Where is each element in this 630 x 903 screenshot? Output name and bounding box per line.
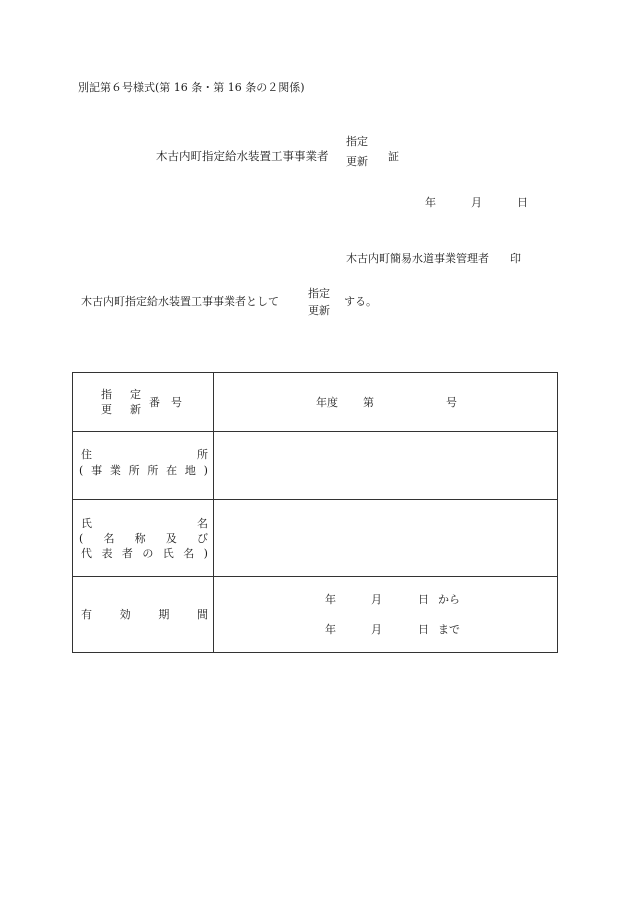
- statement-option-stack: [308, 288, 330, 316]
- row1-label-designation: 指 定: [101, 388, 141, 401]
- period-to-suffix: まで: [438, 623, 460, 636]
- period-to-month: 月: [371, 623, 382, 636]
- table-divider: [73, 499, 557, 500]
- date-month: 月: [471, 196, 482, 209]
- row3-label-name: 氏 名: [81, 517, 208, 530]
- title-suffix: 証: [388, 150, 399, 163]
- period-from-day: 日: [418, 593, 429, 606]
- certificate-table: [72, 372, 558, 653]
- form-label: 別記第６号様式(第 16 条・第 16 条の２関係): [78, 81, 305, 94]
- title-option-designation: 指定: [346, 135, 368, 148]
- table-divider-vertical: [213, 373, 214, 652]
- statement-text: 木古内町指定給水装置工事事業者として: [81, 295, 279, 308]
- statement-option-renewal: 更新: [308, 304, 330, 317]
- row4-label-validity-period: 有 効 期 間: [81, 608, 208, 621]
- row2-label-office-location: ( 事 業 所 所 在 地 ): [79, 464, 208, 477]
- certificate-title: 木古内町指定給水装置工事事業者: [156, 149, 329, 163]
- row1-value-go: 号: [446, 396, 457, 409]
- title-option-renewal: 更新: [346, 155, 368, 168]
- period-from-month: 月: [371, 593, 382, 606]
- row2-label-address: 住 所: [81, 448, 208, 461]
- date-day: 日: [517, 196, 528, 209]
- row1-value-fiscal-year: 年度: [316, 396, 338, 409]
- period-from-suffix: から: [438, 593, 460, 606]
- row1-label-number: 番 号: [149, 396, 182, 409]
- row3-label-company-and: ( 名 称 及 び: [79, 532, 208, 545]
- table-divider: [73, 576, 557, 577]
- issuer-name: 木古内町簡易水道事業管理者: [346, 252, 489, 265]
- row1-label-renewal: 更 新: [101, 403, 141, 416]
- seal-mark: 印: [510, 252, 521, 265]
- statement-suffix: する。: [344, 295, 377, 308]
- title-option-stack: [346, 136, 368, 167]
- period-from-year: 年: [325, 593, 336, 606]
- period-to-year: 年: [325, 623, 336, 636]
- date-year: 年: [425, 196, 436, 209]
- table-divider: [73, 431, 557, 432]
- row3-label-representative: 代 表 者 の 氏 名 ): [81, 547, 208, 560]
- row1-value-dai: 第: [363, 396, 374, 409]
- period-to-day: 日: [418, 623, 429, 636]
- statement-option-designation: 指定: [308, 287, 330, 300]
